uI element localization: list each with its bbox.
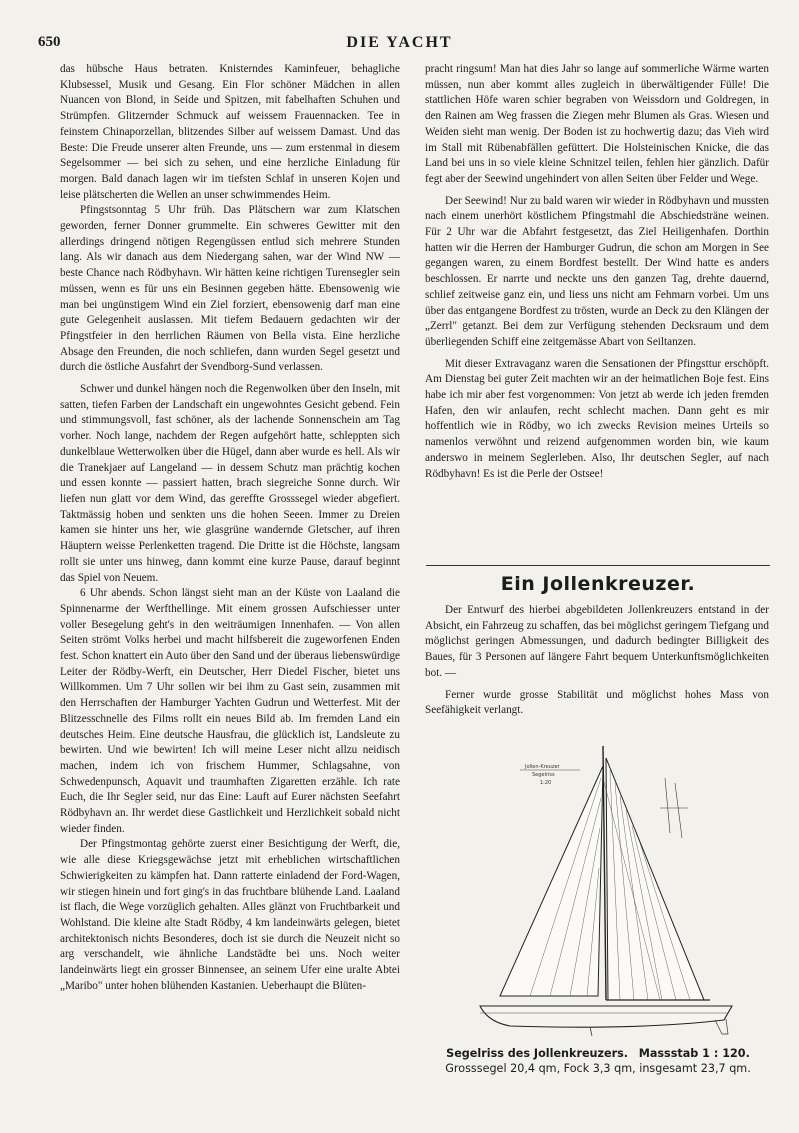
caption-scale: Massstab 1 : 120. bbox=[638, 1047, 750, 1060]
paragraph: das hübsche Haus betraten. Knisterndes Kaminfeuer, behagliche Klubsessel, Musik und Gesang. Ein Flor schöner Mädchen in allen Nuancen von Blond, in Seide und Spitzen, mit fabelhaften Schuhen und Strümpfen. Glitzernder Schmuck auf weissem Frauennacken. Tee in feinstem Chinaporzellan, blitzendes Silber auf weissem Damast. Und das Beste: Die Freude unserer alten Freunde, uns — zum erstenmal in diesem Segelsommer — bei sich zu sehen, und eine herzliche Einladung für morgen. Bald danach lagen wir im tiefsten Schlaf in unseren Kojen und leise plätscherten die Wellen an unser schwimmendes Heim. bbox=[60, 63, 400, 201]
article-title: Ein Jollenkreuzer. bbox=[500, 573, 696, 595]
sail-plan-drawing bbox=[470, 738, 740, 1038]
paragraph: Mit dieser Extravaganz waren die Sensationen der Pfingsttur erschöpft. Am Dienstag bei guter Zeit machten wir an der heimatlichen Boje fest. Eins habe ich mir aber fest vorgenommen: Von jetzt ab werde ich jeden fremden Hafen, den wir anlaufen, recht schlecht machen. Dann geht es mir hoffentlich wie in Rödby, wo ich zwecks Revision meines Urteils so namenlos verwöhnt und reizend aufgenommen worden bin, wie kaum anderswo in meinem Seglerleben. Also, Ihr deutschen Segler, auf nach Rödbyhavn! Es ist die Perle der Ostsee! bbox=[425, 357, 769, 480]
left-column bbox=[60, 62, 400, 994]
paragraph: Pfingstsonntag 5 Uhr früh. Das Plätschern war zum Klatschen geworden, ferner Donner grummelte. Ein schweres Gewitter mit den allerdings dringend nötigen Regengüssen entlud sich mehrere Stunden lang. Als wir danach aus dem Niedergang sahen, war der Wind NW — beste Chance nach Rödbyhavn. Wir hätten keine richtigen Turensegler sein müssen, wenn es für uns ein Besinnen gegeben hätte. Ebensowenig wie man bei ungünstigem Wind ein Ziel forziert, ebensowenig darf man eine gute Gelegenheit auslassen. Mit tiefem Bedauern gedachten wir der Pfingstfeier in den herrlichen Räumen von Bella vista. Eine herzliche Absage den Freunden, die noch schliefen, dann wurden Segel gesetzt und durch die östliche Ausfahrt der Svendborg-Sund verlassen. bbox=[60, 204, 400, 374]
paragraph: Ferner wurde grosse Stabilität und möglichst hohes Mass von Seefähigkeit verlangt. bbox=[425, 688, 769, 717]
caption-details: Grosssegel 20,4 qm, Fock 3,3 qm, insgesamt 23,7 qm. bbox=[445, 1062, 751, 1075]
caption-title: Segelriss des Jollenkreuzers. bbox=[446, 1047, 629, 1060]
paragraph: Der Entwurf des hierbei abgebildeten Jollenkreuzers entstand in der Absicht, ein Fahrzeug zu schaffen, das bei möglichst geringem Tiefgang und möglichst geringen Abmessungen, und dadurch bedingter Billigkeit des Baues, für 3 Personen auf längere Fahrt bequem Unterkunftsmöglichkeiten bot. — bbox=[425, 604, 769, 679]
figure-label: Jollen-Kreuzer bbox=[525, 764, 560, 770]
paragraph: pracht ringsum! Man hat dies Jahr so lange auf sommerliche Wärme warten müssen, nun aber kommt alles zugleich in überwältigender Fülle! Die stattlichen Höfe waren schier begraben von Weissdorn und Goldregen, in den Rainen am Weg frassen die Ziegen mehr Blumen als Gras. Wiesen und Weiden sieht man wenig. Der Boden ist zu hochwertig dazu; das Vieh wird im Stall mit Rübenabfällen gefüttert. Die Holsteinischen Knicke, die das Land bei uns in so viele kleine Schnitzel teilen, fehlen hier gänzlich. Dafür fegt aber der Seewind ungehindert von allen Seiten über Felder und Wege. bbox=[425, 63, 769, 185]
paragraph: Der Pfingstmontag gehörte zuerst einer Besichtigung der Werft, die, wie alle diese Kriegsgewächse jetzt mit erheblichen wirtschaftlichen Schwierigkeiten zu kämpfen hat. Dann ratterte einladend der Ford-Wagen, wir stiegen hinein und fort ging's in das fruchtbare blühende Land. Laaland ist flach, die Wege vorzüglich gehalten. Alles glänzt von Fruchtbarkeit und Wohlstand. Die kleine alte Stadt Rödby, 4 km landeinwärts gelegen, bietet architektonisch nichts Besonderes, doch ist sie durch die Neuzeit nicht so arg verschandelt, wie ähnliche Landstädte bei uns. Noch weiter landeinwärts liegt ein grosser Binnensee, an seinem Ufer eine uralte Abtei „Maribo" unter hohen blühenden Kastanien. Ueberhaupt die Blüten- bbox=[60, 838, 400, 992]
sail-plan-figure bbox=[470, 738, 740, 1038]
figure-caption bbox=[426, 1046, 770, 1076]
page-number: 650 bbox=[38, 34, 61, 50]
jib bbox=[500, 766, 603, 996]
figure-label: 1:20 bbox=[540, 780, 552, 786]
right-column bbox=[425, 62, 769, 482]
article-body bbox=[425, 603, 769, 719]
hull bbox=[480, 1006, 732, 1027]
paragraph: 6 Uhr abends. Schon längst sieht man an der Küste von Laaland die Spinnenarme der Werfthellinge. Mit einem grossen Aufschiesser unter voller Besegelung geht's in den weiträumigen Innenhafen. — Von allen Seiten strömt Volks herbei und macht hilfsbereit die zugeworfenen Enden fest. Schon knattert ein Auto über den Sand und der überaus liebenswürdige Leiter der Rödby-Werft, ein Deutscher, Herr Diedel Fischer, bietet uns Willkommen. Um 7 Uhr sollen wir bei ihm zu Gast sein, zusammen mit den Herrschaften der Hamburger Yachten Gudrun und Wetterfest. Mit der Blitzesschnelle des Films rollt ein neues Bild ab. Im fremden Land ein deutsches Heim. Eine deutsche Hausfrau, die glücklich ist, Landsleute zu bewirten. Und wie bewirten! Ich will meine Leser nicht allzu neidisch machen, indem ich von frischem Hummer, Schlagsahne, von Schwedenpunsch, Aquavit und traumhaften Zigaretten erzähle. Ich rate Euch, die Ihr Segler seid, nur das Eine: Lauft auf Eurer nächsten Seefahrt Rödbyhavn an. Ihr werdet diese Gastlichkeit und Herzlichkeit sobald nicht wieder finden. bbox=[60, 587, 400, 835]
paragraph: Der Seewind! Nur zu bald waren wir wieder in Rödbyhavn und mussten nach einem unerhört köstlichem Pfingstmahl die Abschiedsträne weinen. Für 2 Uhr war die Abfahrt festgesetzt, das Ziel Heiligenhafen. Dorthin hatten wir die Herren der Hamburger Gudrun, die schon am Morgen in See gegangen waren, zu einem Bordfest bestellt. Der Wind hatte es anders beschlossen. Er narrte und neckte uns den ganzen Tag, drehte dauernd, schlief zeitweise ganz ein, und liess uns nicht am Fehmarn vorbei. Um uns über das entgangene Bordfest zu trösten, wurde an Deck zu den Klängen der „Zerrl" getanzt. Bei dem zur Verfügung stehenden Decksraum und dem überliegenden Schiff eine zeitgemässe Abart von Seiltanzen. bbox=[425, 194, 769, 348]
section-divider bbox=[426, 565, 770, 566]
paragraph: Schwer und dunkel hängen noch die Regenwolken über den Inseln, mit satten, tiefen Farben der Landschaft ein ungewohntes Gesicht gebend. Fein und stimmungsvoll, fast schöner, als der lachende Sonnenschein am Tag vorher. Noch lange, nachdem der Regen aufgehört hatte, schleppten sich dunkelblaue Wetterwolken über die Hügel, dann aber wurde es hell. Als wir die Tranekjaer auf Langeland — in dessem Schutz man prächtig kochen und essen konnte — passiert hatten, brach siegreiche Sonne durch. Wir liefen nun glatt vor dem Wind, das gereffte Grosssegel wieder abgefiert. Taktmässig hoben und senkten uns die hohen Seeen. Immer zu Dreien kamen sie hinter uns her, wie glasgrüne wandernde Gletscher, auf ihren Häuptern weisse Perlenketten tragend. Die Dritte ist die Höchste, langsam rollt sie unter uns hinweg, dann kommt eine kurze Pause, darauf beginnt das Spiel von Neuem. bbox=[60, 383, 400, 584]
running-title: DIE YACHT bbox=[346, 34, 453, 51]
figure-label: Segelriss bbox=[532, 772, 555, 778]
